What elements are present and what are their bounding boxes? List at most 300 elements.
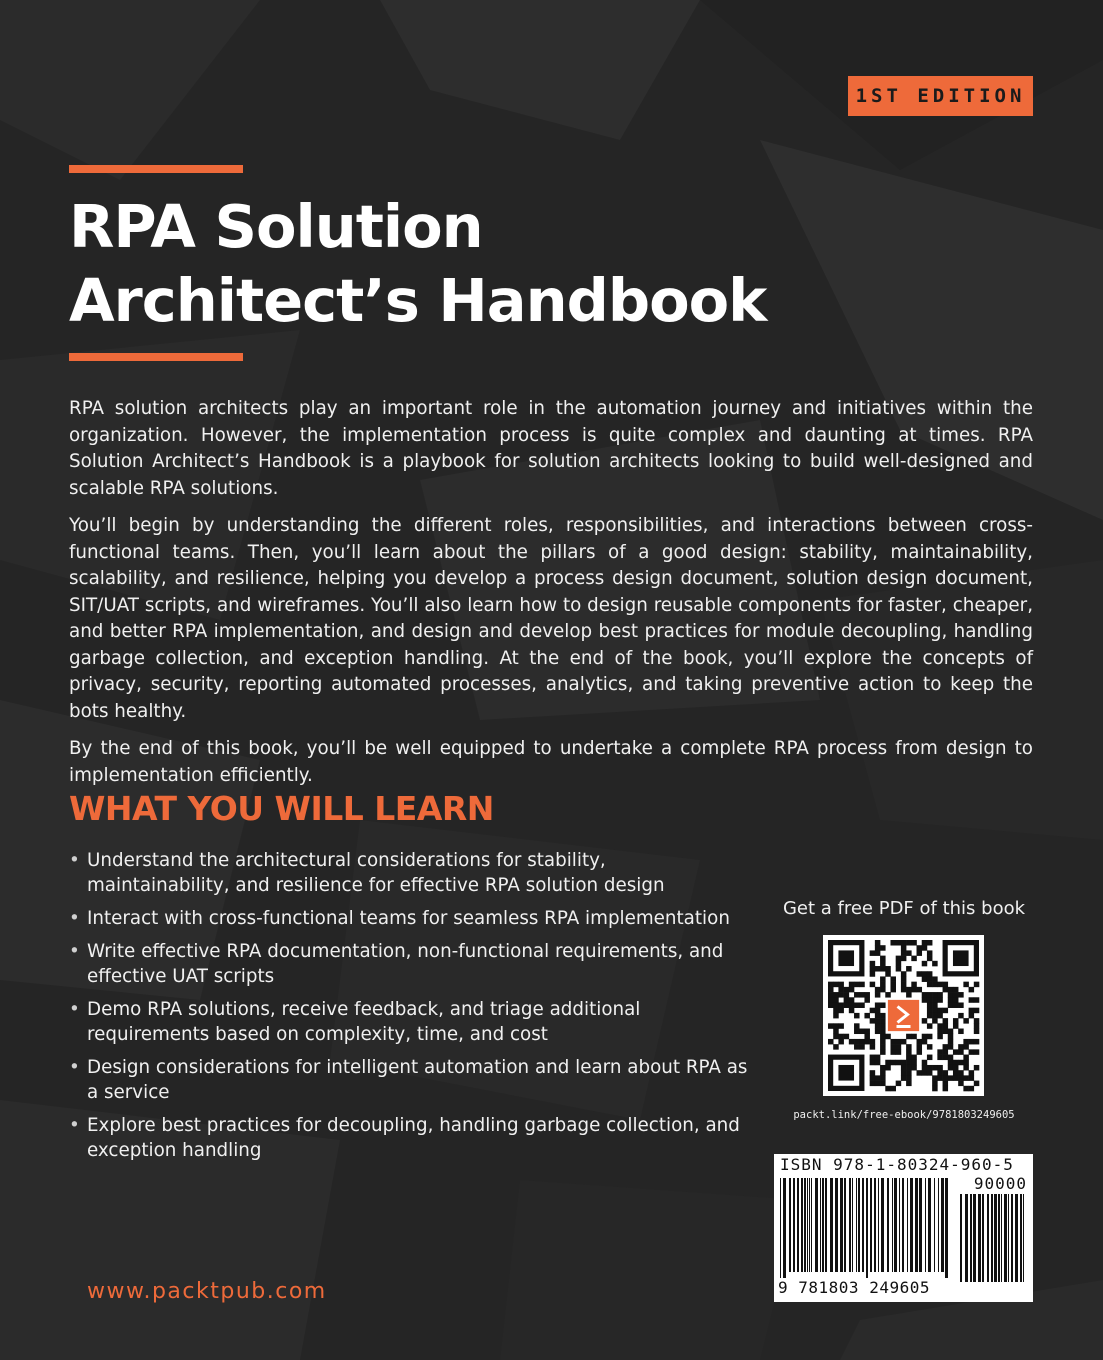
qr-module	[943, 1044, 949, 1050]
barcode-bar	[820, 1178, 821, 1272]
qr-module	[854, 1029, 860, 1035]
barcode-bar	[822, 1178, 824, 1272]
list-item-text: Write effective RPA documentation, non-functional requirements, and effective UAT scripts	[87, 941, 724, 987]
qr-module	[833, 1029, 839, 1035]
barcode-bar	[994, 1194, 997, 1282]
qr-module	[859, 992, 865, 998]
qr-module	[885, 1086, 891, 1092]
qr-module	[875, 1023, 881, 1029]
qr-module	[953, 1060, 959, 1066]
qr-module	[948, 1002, 954, 1008]
qr-module	[901, 1039, 907, 1045]
qr-module	[833, 992, 839, 998]
qr-module	[896, 1081, 902, 1087]
qr-module	[838, 1023, 844, 1029]
qr-module	[859, 1029, 865, 1035]
qr-module	[880, 1029, 886, 1035]
qr-module	[870, 1070, 876, 1076]
qr-module	[870, 1044, 876, 1050]
qr-module	[833, 1034, 839, 1040]
barcode-bar	[978, 1194, 981, 1282]
qr-module	[948, 1065, 954, 1071]
qr-module	[963, 1086, 969, 1092]
qr-module	[932, 1018, 938, 1024]
qr-module	[880, 1075, 886, 1081]
qr-module	[880, 1018, 886, 1024]
qr-module	[953, 1002, 959, 1008]
qr-module	[880, 1034, 886, 1040]
qr-module	[953, 1070, 959, 1076]
bg-facet	[380, 0, 700, 140]
qr-module	[901, 971, 907, 977]
qr-module	[875, 1008, 881, 1014]
qr-module	[844, 992, 850, 998]
free-pdf-url[interactable]: packt.link/free-ebook/9781803249605	[793, 1109, 1015, 1121]
qr-module	[901, 1075, 907, 1081]
qr-module	[969, 1086, 975, 1092]
barcode-bar	[945, 1178, 948, 1278]
qr-module	[932, 1008, 938, 1014]
qr-module	[875, 992, 881, 998]
list-item	[69, 1113, 749, 1163]
qr-module	[854, 982, 860, 988]
qr-module	[880, 1065, 886, 1071]
qr-module	[927, 956, 933, 962]
qr-module	[974, 1039, 980, 1045]
qr-module	[875, 987, 881, 993]
qr-module	[911, 987, 917, 993]
qr-module	[932, 961, 938, 967]
qr-module	[844, 987, 850, 993]
qr-module	[969, 997, 975, 1003]
barcode-bar	[852, 1178, 853, 1272]
barcode-bar	[934, 1178, 935, 1272]
qr-module	[953, 1065, 959, 1071]
barcode-bar	[894, 1178, 897, 1272]
barcode-bar	[862, 1178, 864, 1272]
qr-module	[828, 1039, 834, 1045]
barcode-bar	[881, 1178, 884, 1272]
qr-module	[917, 945, 923, 951]
qr-module	[927, 997, 933, 1003]
qr-module	[958, 1060, 964, 1066]
qr-module	[969, 1070, 975, 1076]
qr-module	[969, 1039, 975, 1045]
qr-module	[958, 1070, 964, 1076]
barcode-bar	[870, 1178, 872, 1272]
qr-module	[896, 956, 902, 962]
qr-module	[969, 987, 975, 993]
qr-module	[890, 1049, 896, 1055]
ean-digits: 9 781803 249605	[778, 1278, 930, 1297]
qr-module	[927, 1044, 933, 1050]
qr-module	[890, 940, 896, 946]
qr-module	[937, 1008, 943, 1014]
qr-module	[828, 992, 834, 998]
qr-module	[854, 1002, 860, 1008]
qr-module	[963, 982, 969, 988]
barcode-bar	[809, 1178, 810, 1272]
barcode-bar	[960, 1194, 962, 1282]
barcode-bar	[892, 1178, 893, 1272]
qr-module	[885, 1060, 891, 1066]
qr-finder	[838, 950, 854, 966]
qr-module	[896, 1039, 902, 1045]
qr-module	[833, 1023, 839, 1029]
qr-module	[906, 1075, 912, 1081]
qr-module	[901, 976, 907, 982]
barcode-bar	[919, 1178, 922, 1272]
qr-module	[849, 1008, 855, 1014]
barcode-bar	[928, 1178, 931, 1272]
qr-module	[911, 956, 917, 962]
qr-module	[875, 940, 881, 946]
qr-module	[880, 982, 886, 988]
barcode-bar	[910, 1178, 913, 1272]
qr-module	[937, 1055, 943, 1061]
barcode-bar	[849, 1178, 851, 1272]
qr-module	[937, 1075, 943, 1081]
barcode-bar	[1011, 1194, 1013, 1282]
qr-module	[870, 982, 876, 988]
qr-module	[870, 1060, 876, 1066]
barcode-bar	[844, 1178, 846, 1272]
qr-module	[927, 1013, 933, 1019]
barcode-bar	[1015, 1194, 1018, 1282]
barcode-bar	[899, 1178, 900, 1272]
qr-module	[901, 940, 907, 946]
barcode-bar	[815, 1178, 818, 1272]
list-item	[69, 939, 749, 989]
barcode-bar	[783, 1178, 786, 1278]
qr-module	[974, 1029, 980, 1035]
barcode-bar	[1001, 1194, 1002, 1282]
qr-module	[906, 1065, 912, 1071]
qr-module	[927, 950, 933, 956]
title-rule-top	[69, 165, 243, 173]
qr-module	[844, 1002, 850, 1008]
qr-module	[896, 940, 902, 946]
qr-module	[922, 940, 928, 946]
barcode-bar	[982, 1194, 984, 1282]
qr-module	[870, 1075, 876, 1081]
qr-module	[937, 1023, 943, 1029]
qr-module	[890, 1039, 896, 1045]
qr-module	[880, 1023, 886, 1029]
qr-module	[953, 1049, 959, 1055]
qr-module	[880, 945, 886, 951]
qr-module	[875, 945, 881, 951]
qr-module	[906, 1049, 912, 1055]
bg-facet	[0, 0, 260, 180]
qr-module	[849, 997, 855, 1003]
qr-module	[969, 1008, 975, 1014]
barcode-bar	[915, 1178, 918, 1272]
qr-module	[963, 1060, 969, 1066]
qr-module	[917, 1070, 923, 1076]
qr-module	[937, 1029, 943, 1035]
qr-module	[906, 1070, 912, 1076]
qr-module	[906, 1034, 912, 1040]
title-line-1: RPA Solution	[69, 192, 483, 261]
qr-module	[880, 987, 886, 993]
qr-module	[870, 1018, 876, 1024]
qr-module	[890, 987, 896, 993]
qr-module	[875, 1081, 881, 1087]
qr-code-graphic	[823, 935, 984, 1096]
qr-module	[937, 982, 943, 988]
qr-module	[901, 950, 907, 956]
qr-module	[875, 950, 881, 956]
qr-module	[838, 982, 844, 988]
qr-module	[922, 1060, 928, 1066]
qr-module	[859, 982, 865, 988]
qr-module	[880, 1013, 886, 1019]
qr-module	[927, 976, 933, 982]
bullet-icon: •	[69, 908, 80, 929]
qr-module	[922, 992, 928, 998]
barcode-bar	[830, 1178, 833, 1272]
qr-module	[963, 1044, 969, 1050]
qr-module	[880, 1044, 886, 1050]
barcode-bar	[907, 1178, 908, 1272]
qr-module	[974, 1018, 980, 1024]
qr-module	[932, 976, 938, 982]
book-title	[69, 190, 766, 338]
qr-module	[948, 1034, 954, 1040]
qr-module	[937, 992, 943, 998]
barcode-bar	[925, 1178, 926, 1272]
barcode-bar	[789, 1178, 791, 1272]
qr-module	[958, 1013, 964, 1019]
qr-module	[870, 966, 876, 972]
qr-module	[943, 1081, 949, 1087]
qr-module	[838, 1039, 844, 1045]
qr-module	[870, 1055, 876, 1061]
qr-module	[943, 1008, 949, 1014]
qr-module	[885, 971, 891, 977]
qr-module	[828, 1023, 834, 1029]
qr-module	[943, 1023, 949, 1029]
qr-module	[906, 1060, 912, 1066]
qr-module	[875, 966, 881, 972]
qr-module	[906, 987, 912, 993]
qr-module	[937, 1065, 943, 1071]
qr-module	[901, 987, 907, 993]
publisher-website[interactable]: www.packtpub.com	[87, 1279, 327, 1304]
qr-module	[854, 1013, 860, 1019]
isbn-number: ISBN 978-1-80324-960-5	[780, 1155, 1014, 1174]
barcode-bar	[874, 1178, 876, 1272]
barcode-bar	[797, 1178, 799, 1272]
barcode-bar	[858, 1178, 860, 1272]
qr-module	[828, 982, 834, 988]
qr-module	[974, 982, 980, 988]
qr-module	[932, 1081, 938, 1087]
qr-module	[932, 1013, 938, 1019]
qr-module	[922, 961, 928, 967]
list-item	[69, 997, 749, 1047]
list-item	[69, 848, 749, 898]
qr-module	[917, 1049, 923, 1055]
qr-module	[849, 1002, 855, 1008]
qr-module	[922, 997, 928, 1003]
qr-module	[885, 992, 891, 998]
qr-module	[932, 997, 938, 1003]
qr-module	[911, 940, 917, 946]
qr-module	[948, 1039, 954, 1045]
barcode-bar	[887, 1178, 889, 1272]
qr-module	[838, 987, 844, 993]
qr-module	[963, 1039, 969, 1045]
qr-module	[833, 997, 839, 1003]
qr-module	[937, 1070, 943, 1076]
qr-module	[932, 982, 938, 988]
title-line-2: Architect’s Handbook	[69, 266, 767, 335]
qr-module	[911, 1055, 917, 1061]
qr-module	[870, 1008, 876, 1014]
qr-module	[922, 1070, 928, 1076]
qr-module	[958, 1044, 964, 1050]
bullet-icon: •	[69, 850, 80, 871]
qr-module	[896, 961, 902, 967]
qr-module	[896, 966, 902, 972]
qr-module	[943, 1049, 949, 1055]
qr-module	[927, 992, 933, 998]
qr-code[interactable]	[823, 935, 984, 1096]
qr-module	[927, 1070, 933, 1076]
qr-module	[974, 1008, 980, 1014]
qr-module	[953, 1018, 959, 1024]
learn-heading: WHAT YOU WILL LEARN	[69, 789, 494, 828]
qr-module	[937, 1034, 943, 1040]
qr-finder	[838, 1065, 854, 1081]
qr-module	[870, 971, 876, 977]
qr-module	[948, 1044, 954, 1050]
qr-module	[833, 982, 839, 988]
qr-module	[906, 940, 912, 946]
barcode-bar	[856, 1178, 857, 1272]
qr-module	[943, 982, 949, 988]
qr-module	[901, 945, 907, 951]
barcode-bar	[902, 1178, 904, 1272]
qr-module	[880, 1002, 886, 1008]
qr-module	[833, 1013, 839, 1019]
qr-module	[864, 1013, 870, 1019]
qr-module	[974, 1081, 980, 1087]
qr-module	[963, 1075, 969, 1081]
qr-module	[864, 1039, 870, 1045]
qr-module	[943, 987, 949, 993]
qr-module	[937, 997, 943, 1003]
qr-module	[917, 987, 923, 993]
bullet-icon: •	[69, 1115, 80, 1136]
qr-module	[828, 1002, 834, 1008]
qr-module	[833, 1044, 839, 1050]
qr-module	[854, 1023, 860, 1029]
qr-module	[901, 1070, 907, 1076]
qr-module	[849, 1039, 855, 1045]
qr-module	[875, 1075, 881, 1081]
qr-module	[828, 997, 834, 1003]
learn-list	[69, 848, 749, 1171]
qr-module	[890, 1044, 896, 1050]
qr-module	[838, 1008, 844, 1014]
barcode-bar	[793, 1178, 795, 1272]
barcode-bar	[941, 1178, 944, 1272]
qr-module	[844, 1034, 850, 1040]
qr-module	[953, 987, 959, 993]
qr-module	[948, 1029, 954, 1035]
qr-module	[854, 1044, 860, 1050]
qr-module	[844, 997, 850, 1003]
qr-module	[927, 982, 933, 988]
barcode-bar	[987, 1194, 989, 1282]
qr-module	[958, 1029, 964, 1035]
barcode-bar	[938, 1178, 939, 1272]
qr-module	[958, 1049, 964, 1055]
qr-module	[969, 1049, 975, 1055]
qr-module	[958, 1075, 964, 1081]
list-item-text: Demo RPA solutions, receive feedback, and triage additional requirements based on complexity, time, and cost	[87, 999, 641, 1045]
price-code: 90000	[973, 1174, 1027, 1193]
barcode-bar	[840, 1178, 843, 1272]
barcode-bar	[878, 1178, 879, 1272]
qr-module	[922, 1018, 928, 1024]
qr-module	[927, 1055, 933, 1061]
qr-module	[927, 940, 933, 946]
qr-module	[922, 976, 928, 982]
qr-module	[906, 1055, 912, 1061]
qr-module	[948, 987, 954, 993]
bullet-icon: •	[69, 999, 80, 1020]
qr-module	[880, 976, 886, 982]
qr-module	[922, 1034, 928, 1040]
barcode-bar	[866, 1178, 868, 1278]
qr-module	[875, 1029, 881, 1035]
description-paragraph: You’ll begin by understanding the different roles, responsibilities, and interactions between cross-functional teams. Then, you’ll learn about the pillars of a good design: stability, maintainability, scalability, and resilience, helping you develop a process design document, solution design document, SIT/UAT scripts, and wireframes. You’ll also learn how to design reusable components for faster, cheaper, and better RPA implementation, and design and develop best practices for module decoupling, handling garbage collection, and exception handling. At the end of the book, you’ll explore the concepts of privacy, security, reporting automated processes, analytics, and taking preventive action to keep the bots healthy.	[69, 515, 1033, 722]
qr-module	[932, 1065, 938, 1071]
qr-module	[906, 1044, 912, 1050]
qr-module	[948, 1075, 954, 1081]
bullet-icon: •	[69, 1057, 80, 1078]
list-item-text: Explore best practices for decoupling, handling garbage collection, and exception handling	[87, 1115, 740, 1161]
qr-module	[875, 1013, 881, 1019]
qr-module	[922, 971, 928, 977]
qr-module	[927, 1008, 933, 1014]
qr-module	[927, 1002, 933, 1008]
qr-module	[901, 1065, 907, 1071]
barcode-bar	[807, 1178, 808, 1272]
barcode-bar	[970, 1194, 972, 1282]
qr-module	[953, 1023, 959, 1029]
qr-module	[911, 1065, 917, 1071]
barcode-bar	[1004, 1194, 1007, 1282]
qr-module	[896, 1044, 902, 1050]
qr-module	[859, 1039, 865, 1045]
qr-module	[932, 1075, 938, 1081]
qr-module	[870, 961, 876, 967]
barcode-bar	[804, 1178, 806, 1272]
qr-module	[875, 1055, 881, 1061]
qr-module	[890, 982, 896, 988]
qr-module	[917, 950, 923, 956]
qr-module	[896, 1060, 902, 1066]
qr-module	[864, 997, 870, 1003]
barcode-bar	[835, 1178, 838, 1272]
barcode-bar	[998, 1194, 1000, 1282]
book-description	[69, 396, 1033, 800]
